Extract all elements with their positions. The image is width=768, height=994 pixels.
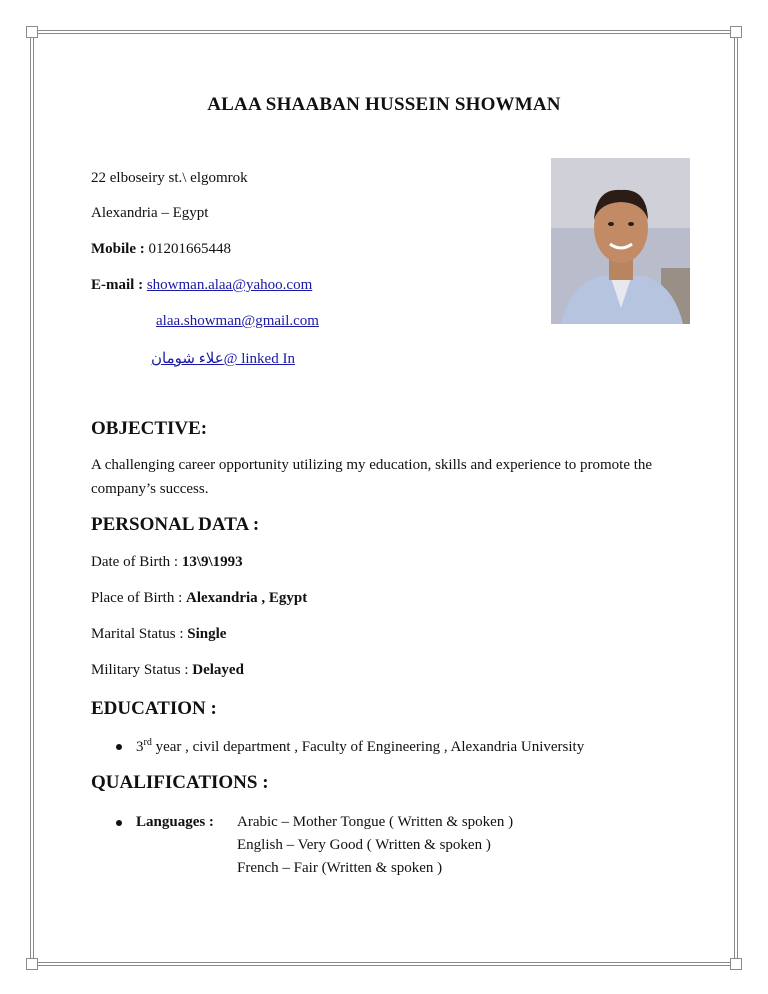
dob-label: Date of Birth : bbox=[91, 554, 182, 570]
border-corner bbox=[26, 958, 38, 970]
border-corner bbox=[26, 26, 38, 38]
email-label: E-mail : bbox=[91, 277, 147, 293]
objective-text: A challenging career opportunity utilizing my education, skills and experience to promote the company’s success. bbox=[91, 457, 653, 497]
qualifications-heading: QUALIFICATIONS : bbox=[91, 772, 269, 793]
marital-row bbox=[91, 626, 226, 643]
resume-name: ALAA SHAABAN HUSSEIN SHOWMAN bbox=[207, 94, 561, 115]
objective-heading: OBJECTIVE: bbox=[91, 418, 208, 439]
pob-row bbox=[91, 590, 307, 607]
military-value: Delayed bbox=[192, 662, 244, 678]
language-item: English – Very Good ( Written & spoken ) bbox=[237, 837, 491, 853]
address-line-2: Alexandria – Egypt bbox=[91, 205, 209, 221]
pob-label: Place of Birth : bbox=[91, 590, 186, 606]
pob-value: Alexandria , Egypt bbox=[185, 590, 308, 606]
border-corner bbox=[730, 958, 742, 970]
bullet-icon bbox=[116, 820, 122, 826]
address-line-1: 22 elboseiry st.\ elgomrok bbox=[91, 170, 248, 186]
language-item: Arabic – Mother Tongue ( Written & spoken ) bbox=[237, 814, 514, 830]
education-item bbox=[136, 737, 584, 756]
marital-value: Single bbox=[187, 626, 227, 642]
education-heading: EDUCATION : bbox=[91, 698, 217, 719]
profile-photo-illustration bbox=[551, 158, 690, 324]
military-row bbox=[91, 662, 244, 679]
mobile-row bbox=[91, 241, 231, 258]
email-row-2 bbox=[156, 313, 319, 330]
education-item-sup: rd bbox=[143, 737, 152, 748]
dob-row bbox=[91, 554, 243, 571]
border-corner bbox=[730, 26, 742, 38]
education-item-prefix: 3 bbox=[136, 739, 144, 755]
personal-data-heading: PERSONAL DATA : bbox=[91, 514, 260, 535]
language-item: French – Fair (Written & spoken ) bbox=[237, 860, 443, 876]
education-item-text: year , civil department , Faculty of Engineering , Alexandria University bbox=[151, 739, 585, 755]
email-row bbox=[91, 277, 312, 294]
email-link-gmail[interactable]: alaa.showman@gmail.com bbox=[156, 313, 319, 329]
languages-label: Languages : bbox=[136, 814, 214, 830]
mobile-label: Mobile : bbox=[91, 241, 149, 257]
profile-photo bbox=[551, 158, 690, 324]
military-label: Military Status : bbox=[91, 662, 193, 678]
bullet-icon bbox=[116, 744, 122, 750]
linkedin-link[interactable]: علاء شومان@ linked In bbox=[151, 351, 295, 367]
dob-value: 13\9\1993 bbox=[181, 554, 243, 570]
mobile-value: 01201665448 bbox=[148, 241, 231, 257]
linkedin-row bbox=[151, 349, 295, 368]
marital-label: Marital Status : bbox=[91, 626, 188, 642]
email-link-yahoo[interactable]: showman.alaa@yahoo.com bbox=[146, 277, 313, 293]
